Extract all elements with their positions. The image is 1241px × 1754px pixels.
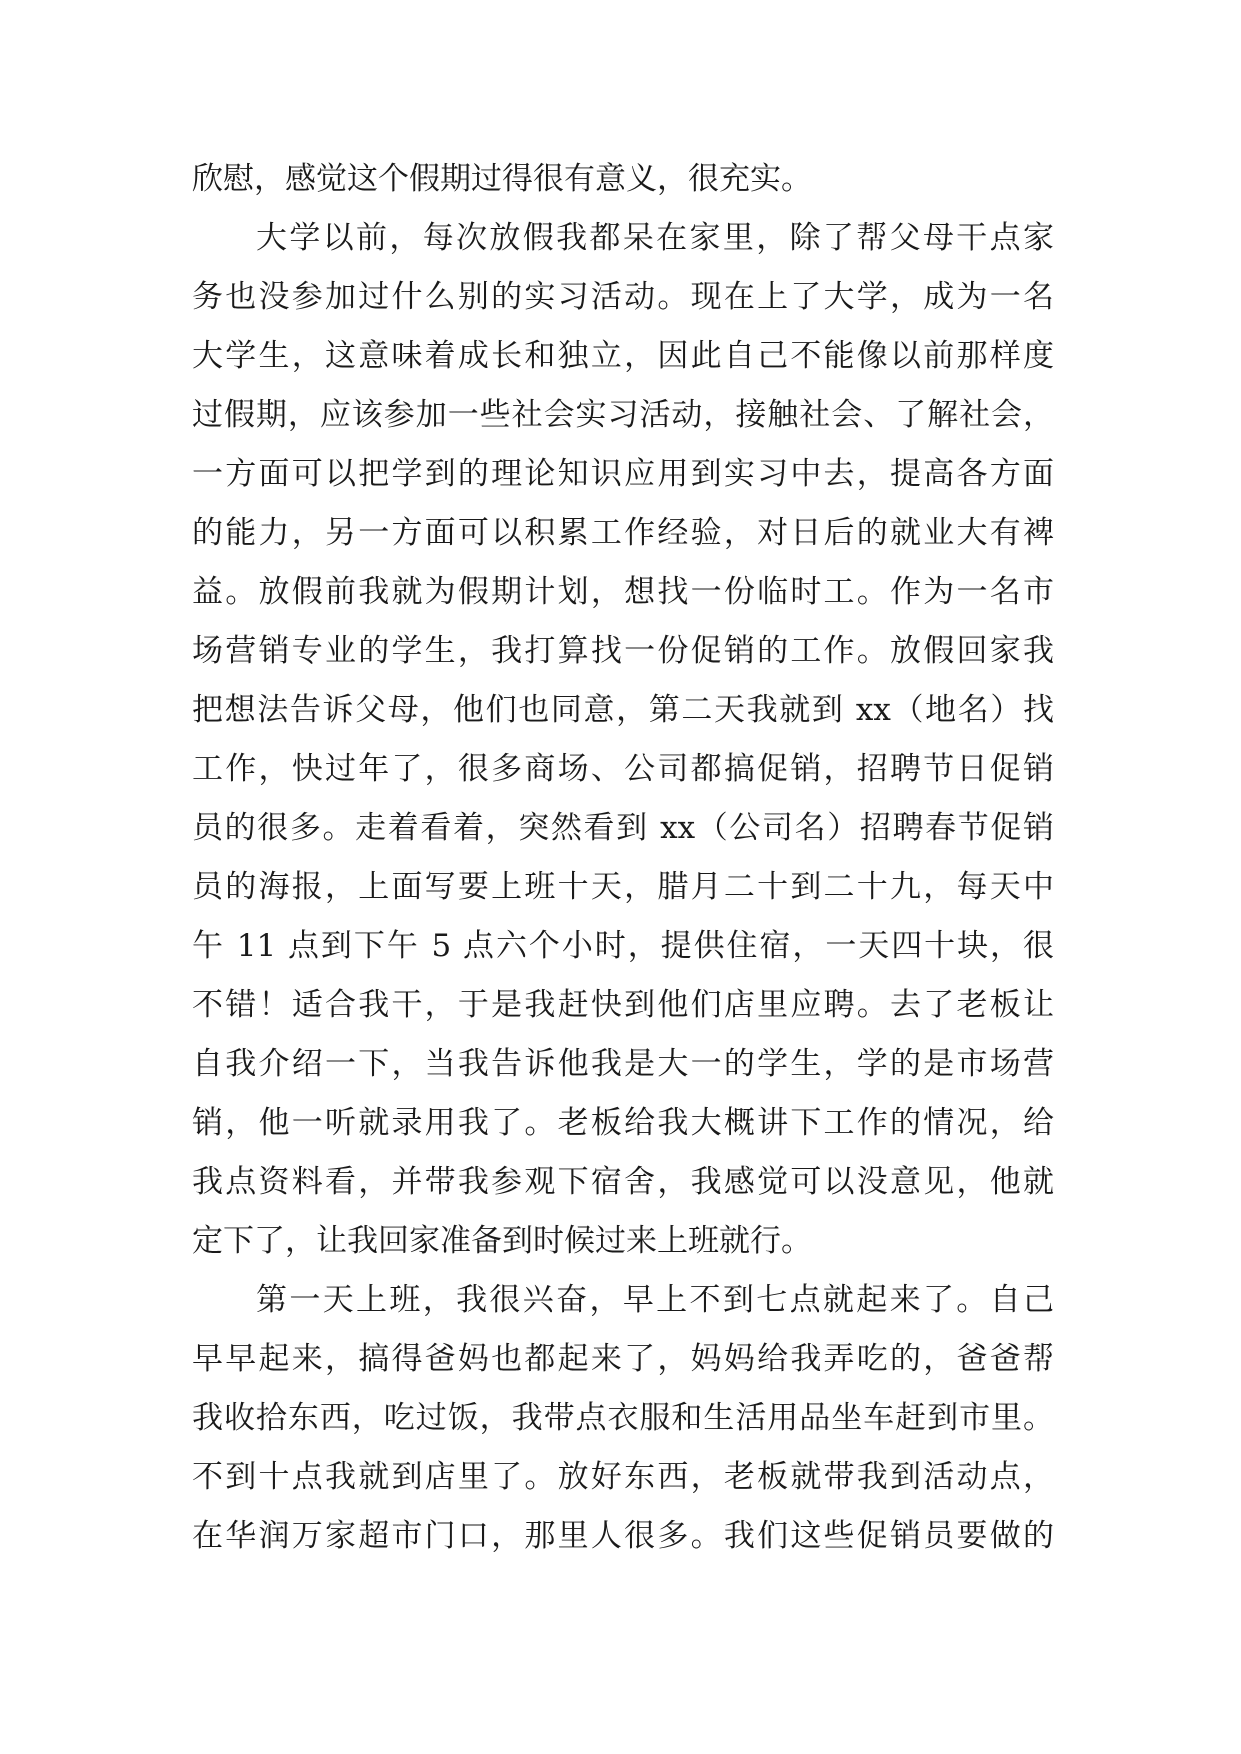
text-line: 自我介绍一下，当我告诉他我是大一的学生，学的是市场营 (192, 1046, 1054, 1082)
text-line: 大学以前，每次放假我都呆在家里，除了帮父母干点家 (256, 220, 1054, 256)
text-line: 我收拾东西，吃过饭，我带点衣服和生活用品坐车赶到市里。 (192, 1400, 1054, 1436)
text-line: 员的海报，上面写要上班十天，腊月二十到二十九，每天中 (192, 869, 1054, 905)
document-body (192, 150, 1054, 1566)
text-line: 早早起来，搞得爸妈也都起来了，妈妈给我弄吃的，爸爸帮 (192, 1341, 1054, 1377)
text-line: 在华润万家超市门口，那里人很多。我们这些促销员要做的 (192, 1518, 1054, 1554)
text-line: 午 11 点到下午 5 点六个小时，提供住宿，一天四十块，很 (192, 928, 1054, 964)
text-line: 定下了，让我回家准备到时候过来上班就行。 (192, 1223, 812, 1259)
text-line: 工作，快过年了，很多商场、公司都搞促销，招聘节日促销 (192, 751, 1054, 787)
text-line: 场营销专业的学生，我打算找一份促销的工作。放假回家我 (192, 633, 1054, 669)
text-line: 大学生，这意味着成长和独立，因此自己不能像以前那样度 (192, 338, 1054, 374)
text-line: 的能力，另一方面可以积累工作经验，对日后的就业大有裨 (192, 515, 1054, 551)
text-line: 务也没参加过什么别的实习活动。现在上了大学，成为一名 (192, 279, 1054, 315)
text-line: 一方面可以把学到的理论知识应用到实习中去，提高各方面 (192, 456, 1054, 492)
text-line: 欣慰，感觉这个假期过得很有意义，很充实。 (192, 161, 812, 197)
text-line: 不错！适合我干，于是我赶快到他们店里应聘。去了老板让 (192, 987, 1054, 1023)
text-line: 把想法告诉父母，他们也同意，第二天我就到 xx（地名）找 (192, 692, 1054, 728)
text-line: 第一天上班，我很兴奋，早上不到七点就起来了。自己 (256, 1282, 1054, 1318)
text-line: 过假期，应该参加一些社会实习活动，接触社会、了解社会， (192, 397, 1054, 433)
text-line: 我点资料看，并带我参观下宿舍，我感觉可以没意见，他就 (192, 1164, 1054, 1200)
text-line: 益。放假前我就为假期计划，想找一份临时工。作为一名市 (192, 574, 1054, 610)
text-line: 不到十点我就到店里了。放好东西，老板就带我到活动点， (192, 1459, 1054, 1495)
text-line: 销，他一听就录用我了。老板给我大概讲下工作的情况，给 (192, 1105, 1054, 1141)
text-line: 员的很多。走着看着，突然看到 xx（公司名）招聘春节促销 (192, 810, 1054, 846)
